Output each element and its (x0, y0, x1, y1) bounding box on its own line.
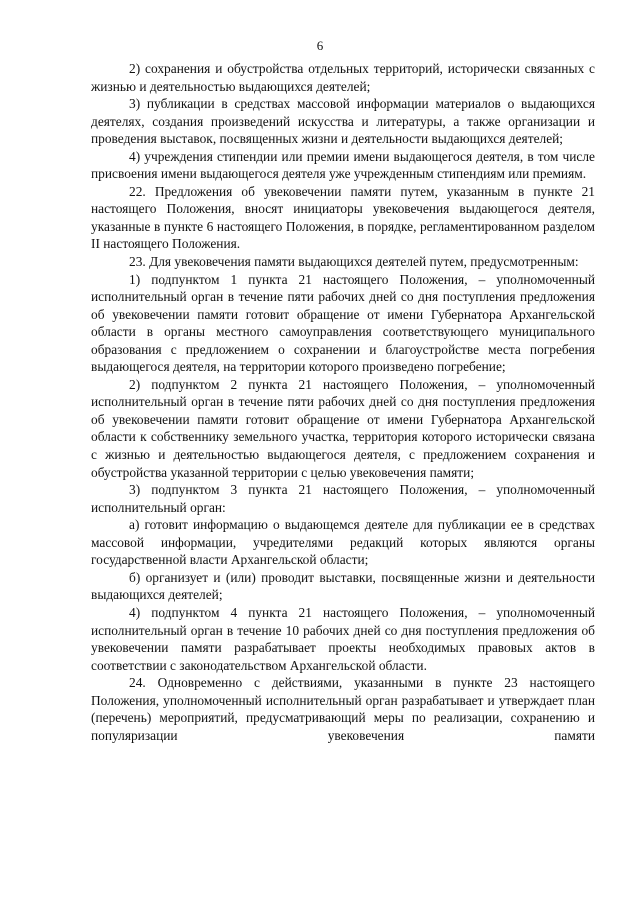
paragraph-clause-23-item-3: 3) подпунктом 3 пункта 21 настоящего Положения, – уполномоченный исполнительный орган: (91, 482, 595, 515)
paragraph-clause-23-item-2: 2) подпунктом 2 пункта 21 настоящего Положения, – уполномоченный исполнительный орган в течение пяти рабочих дней со дня поступления предложения об увековечении памяти готовит обращение от имени Губернатора Архангельской области к собственнику земельного участка, территория которого исторически связана с жизнью и деятельностью выдающегося деятеля, с предложением сохранения и обустройства указанной территории с целью увековечения памяти; (91, 376, 595, 480)
document-body (91, 60, 595, 744)
paragraph-clause-23-item-4: 4) подпунктом 4 пункта 21 настоящего Положения, – уполномоченный исполнительный орган в течение 10 рабочих дней со дня поступления предложения об увековечении памяти разрабатывает проекты необходимых правовых актов в соответствии с законодательством Архангельской области. (91, 604, 595, 673)
page-number: 6 (316, 38, 324, 53)
paragraph-clause-24: 24. Одновременно с действиями, указанными в пункте 23 настоящего Положения, уполномоченный исполнительный орган разрабатывает и утверждает план (перечень) мероприятий, предусматривающий меры по реализации, сохранению и популяризации увековечения памяти (91, 675, 595, 743)
paragraph-clause-22: 22. Предложения об увековечении памяти путем, указанным в пункте 21 настоящего Положения, вносят инициаторы увековечения выдающегося деятеля, указанные в пункте 6 настоящего Положения, в порядке, регламентированном разделом II настоящего Положения. (91, 183, 595, 252)
paragraph-subitem-a: а) готовит информацию о выдающемся деятеле для публикации ее в средствах массовой информации, учредителями редакций которых являются органы государственной власти Архангельской области; (91, 517, 595, 568)
paragraph-item-4: 4) учреждения стипендии или премии имени выдающегося деятеля, в том числе присвоения имени выдающегося деятеля уже учрежденным стипендиям или премиям. (91, 148, 595, 182)
paragraph-clause-23-item-1: 1) подпунктом 1 пункта 21 настоящего Положения, – уполномоченный исполнительный орган в течение пяти рабочих дней со дня поступления предложения об увековечении памяти готовит обращение от имени Губернатора Архангельской области в органы местного самоуправления соответствующего муниципального образования с предложением о сохранении и благоустройстве места погребения выдающегося деятеля, на территории которого произведено погребение; (91, 271, 595, 375)
paragraph-item-3: 3) публикации в средствах массовой информации материалов о выдающихся деятелях, создания произведений искусства и литературы, а также организации и проведения выставок, посвященных жизни и деятельности выдающихся деятелей; (91, 96, 595, 147)
paragraph-subitem-b: б) организует и (или) проводит выставки, посвященные жизни и деятельности выдающихся деятелей; (91, 569, 595, 603)
paragraph-clause-23: 23. Для увековечения памяти выдающихся деятелей путем, предусмотренным: (129, 254, 579, 270)
paragraph-item-2: 2) сохранения и обустройства отдельных территорий, исторически связанных с жизнью и деятельностью выдающихся деятелей; (91, 61, 595, 94)
